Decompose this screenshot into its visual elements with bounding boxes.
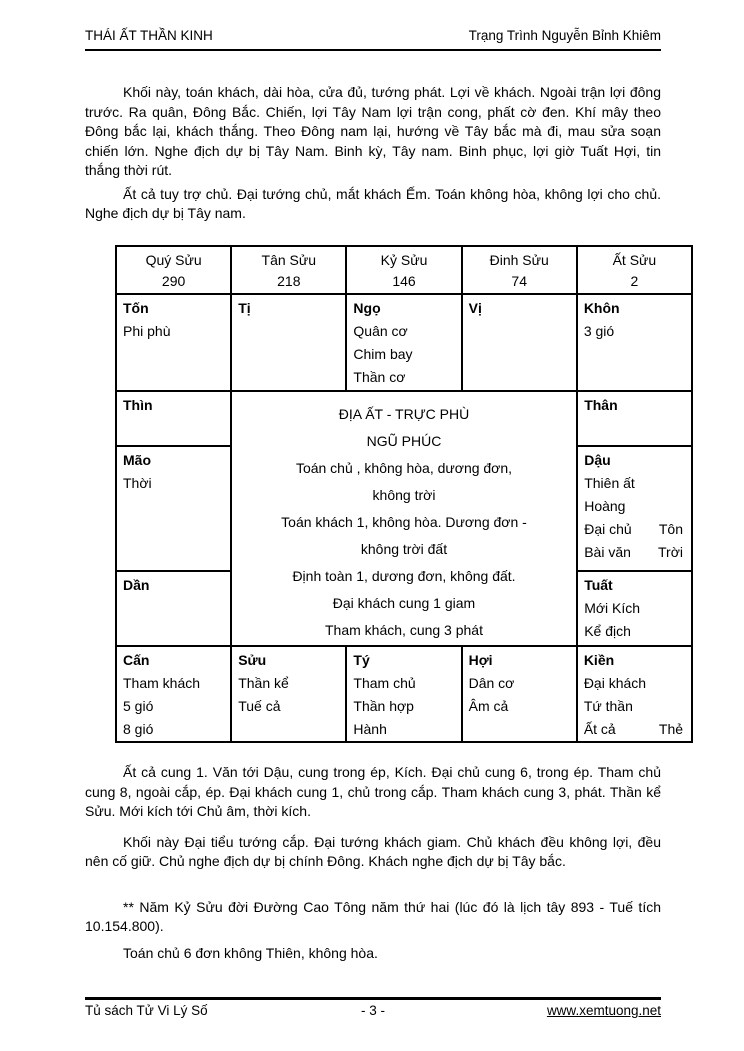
top-palace-row xyxy=(117,295,691,392)
footer-rule xyxy=(85,997,661,1000)
right-palace-column xyxy=(576,392,691,645)
paragraph-3: Ất cả cung 1. Văn tới Dậu, cung trong ép, Kích. Đại chủ cung 6, trong ép. Tham chủ cung 8, ngoài cắp, ép. Đại khách cung 1, chủ trong cắp. Tham khách cung 3, phát. Thần kể Sửu. Mới kích tới Chủ âm, thời kích. xyxy=(85,764,661,819)
center-line: Đại khách cung 1 giam xyxy=(332,595,476,611)
palace-tuat: Tuất Mới Kích Kể địch xyxy=(584,577,641,639)
palace-kien: Kiền Đại khách Tứ thần Ất cả Thẻ xyxy=(583,652,684,737)
palace-hoi: Hợi Dân cơ Âm cả xyxy=(463,647,578,741)
thai-at-chart-table xyxy=(115,245,693,743)
palace-khon: Khôn 3 gió xyxy=(583,300,620,339)
palace-ngo: Ngọ Quân cơ Chim bay Thần cơ xyxy=(347,295,462,390)
palace-than: Thân xyxy=(578,392,691,447)
year-cell-tan-suu: Tân Sửu 218 xyxy=(232,247,347,293)
left-palace-column xyxy=(117,392,232,645)
middle-band xyxy=(117,392,691,647)
palace-vi: Vị xyxy=(463,295,578,390)
header-author: Trạng Trình Nguyễn Bỉnh Khiêm xyxy=(468,28,661,43)
body-text-top xyxy=(85,47,661,224)
footer-page-number: - 3 - xyxy=(360,1003,385,1018)
page-footer xyxy=(85,1003,661,1018)
palace-dau: Dậu Thiên ất Hoàng Đại chủ Tôn Bài văn Trời xyxy=(578,447,691,572)
palace-ton: Tốn Phi phù xyxy=(117,295,232,390)
paragraph-2: Ất cả tuy trợ chủ. Đại tướng chủ, mắt khách Ếm. Toán không hòa, không lợi cho chủ. Nghe địch dự bị Tây nam. xyxy=(85,185,661,221)
paragraph-5: ** Năm Kỷ Sửu đời Đường Cao Tông năm thứ hai (lúc đó là lịch tây 893 - Tuế tích 10.154.800). xyxy=(85,898,661,934)
header-book-title: THÁI ẤT THẦN KINH xyxy=(85,28,213,43)
body-text-bottom xyxy=(85,740,661,963)
center-line: Toán chủ , không hòa, dương đơn, xyxy=(295,460,513,476)
palace-dan: Dần xyxy=(123,577,150,593)
paragraph-1: Khối này, toán khách, dài hòa, cửa đủ, tướng phát. Lợi về khách. Ngoài trận lợi đông trước. Ra quân, Đông Bắc. Chiến, lợi Tây Nam lợi trận cong, phất cờ đen. Khí mây theo Đông bắc lại, khách thắng. Theo Đông nam lại, hướng về Tây bắc mà đi, mau sửa soạn chiến lớn. Nghe địch dự bị Tây Nam. Binh kỳ, Tây nam. Binh phục, lợi giờ Tuất Hợi, tin thắng thời rút. xyxy=(85,84,661,178)
year-cell-ky-suu: Kỷ Sửu 146 xyxy=(347,247,462,293)
center-summary-cell xyxy=(232,392,576,645)
palace-ti: Tị xyxy=(232,295,347,390)
center-line: ĐỊA ẤT - TRỰC PHÙ xyxy=(338,406,470,422)
footer-series-name: Tủ sách Tử Vi Lý Số xyxy=(85,1003,208,1018)
year-cell-dinh-suu: Đinh Sửu 74 xyxy=(463,247,578,293)
year-cell-at-suu: Ất Sửu 2 xyxy=(612,252,657,289)
footer-website-link[interactable]: www.xemtuong.net xyxy=(546,1003,661,1018)
palace-mao: Mão Thời xyxy=(117,447,230,572)
center-line: Toán khách 1, không hòa. Dương đơn - xyxy=(281,514,527,530)
year-cell-quy-suu: Quý Sửu 290 xyxy=(117,247,232,293)
center-line: không trời đất xyxy=(360,541,448,557)
palace-suu: Sửu Thần kể Tuế cả xyxy=(232,647,347,741)
center-line: Tham khách, cung 3 phát xyxy=(325,622,483,638)
palace-thin: Thìn xyxy=(117,392,230,447)
paragraph-6: Toán chủ 6 đơn không Thiên, không hòa. xyxy=(123,944,378,961)
palace-ty: Tý Tham chủ Thần hợp Hành xyxy=(347,647,462,741)
palace-can: Cấn Tham khách 5 gió 8 gió xyxy=(117,647,232,741)
paragraph-4: Khối này Đại tiểu tướng cắp. Đại tướng khách giam. Chủ khách đều không lợi, đều nên cố giữ. Chủ nghe địch dự bị chính Đông. Khách nghe địch dự bị Tây bắc. xyxy=(85,833,661,869)
bottom-palace-row xyxy=(117,647,691,741)
year-row xyxy=(117,247,691,295)
center-line: NGŨ PHÚC xyxy=(366,433,442,449)
center-line: không trời xyxy=(372,487,436,503)
center-line: Định toàn 1, dương đơn, không đất. xyxy=(292,568,516,584)
